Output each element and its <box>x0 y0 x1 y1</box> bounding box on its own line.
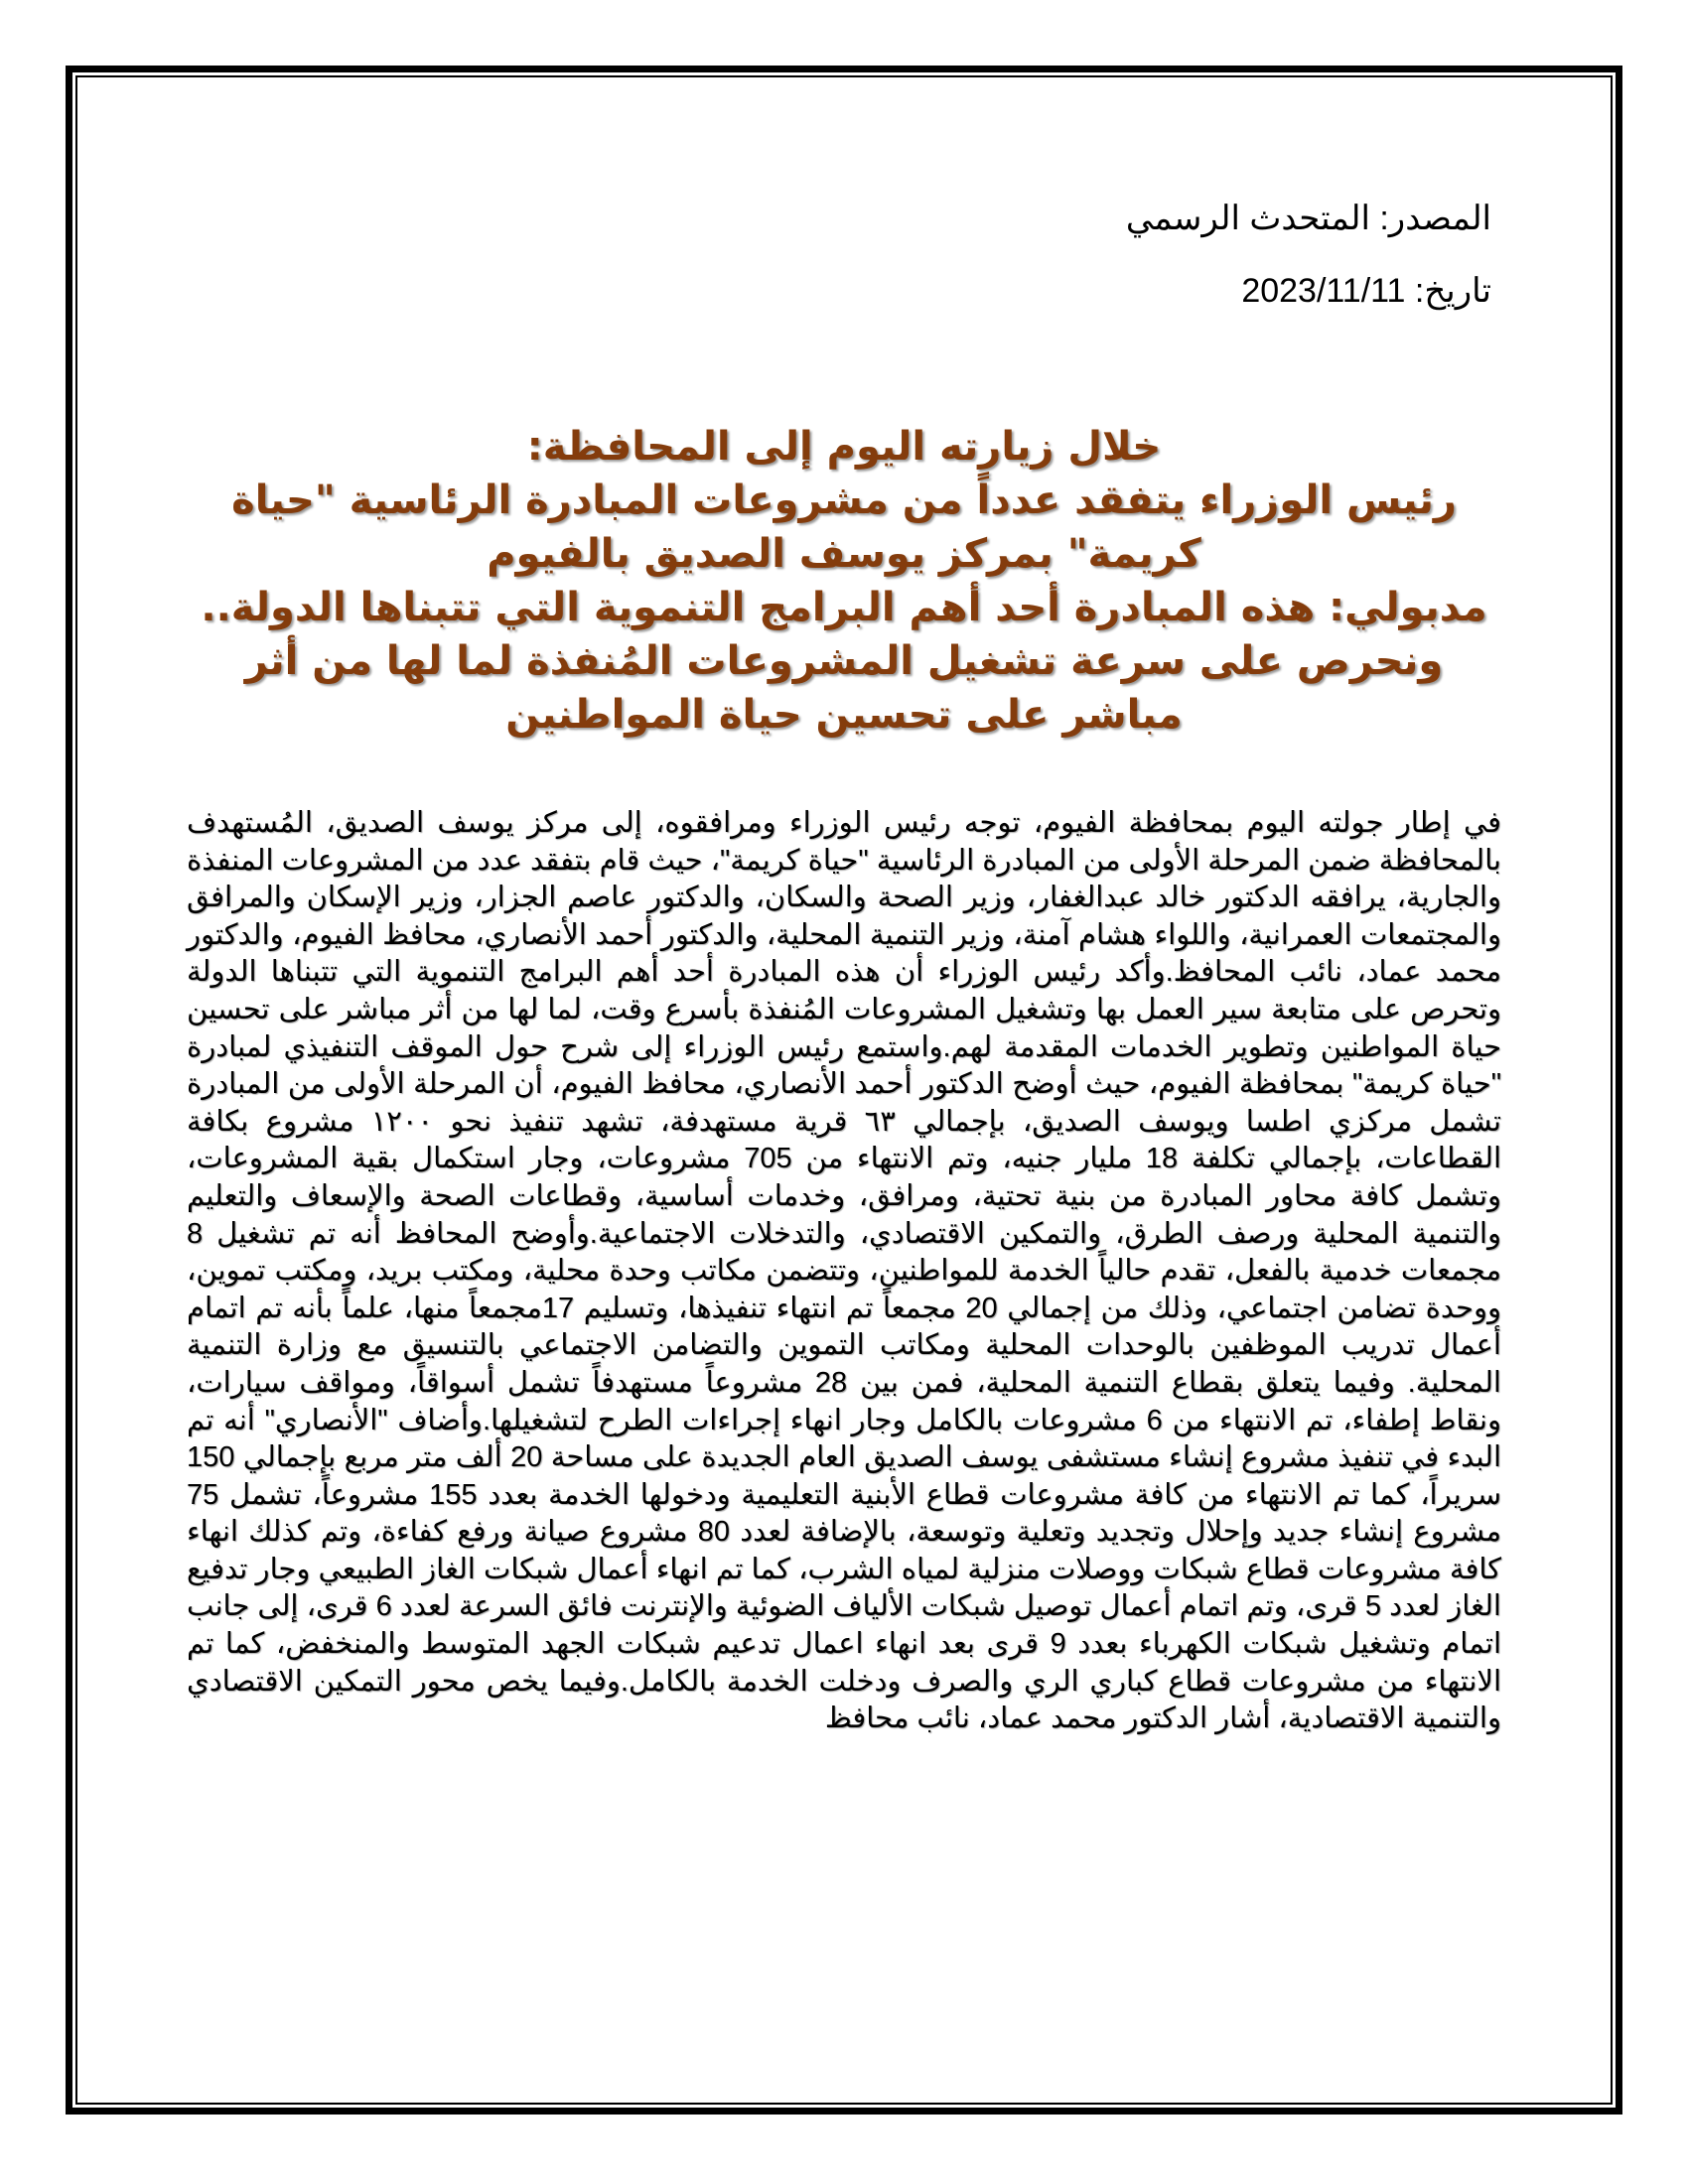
headline-block <box>187 420 1501 742</box>
headline-kicker: خلال زيارته اليوم إلى المحافظة: <box>526 424 1162 470</box>
body-paragraph: في إطار جولته اليوم بمحافظة الفيوم، توجه رئيس الوزراء ومرافقوه، إلى مركز يوسف الصديق، المُستهدف بالمحافظة ضمن المرحلة الأولى من المبادرة الرئاسية "حياة كريمة"، حيث قام بتفقد عدد من المشروعات المنفذة والجارية، يرافقه الدكتور خالد عبدالغفار، وزير الصحة والسكان، والدكتور عاصم الجزار، وزير الإسكان والمرافق والمجتمعات العمرانية، واللواء هشام آمنة، وزير التنمية المحلية، والدكتور أحمد الأنصاري، محافظ الفيوم، والدكتور محمد عماد، نائب المحافظ.وأكد رئيس الوزراء أن هذه المبادرة أحد أهم البرامج التنموية التي تتبناها الدولة وتحرص على متابعة سير العمل بها وتشغيل المشروعات المُنفذة بأسرع وقت، لما لها من أثر مباشر على تحسين حياة المواطنين وتطوير الخدمات المقدمة لهم.واستمع رئيس الوزراء إلى شرح حول الموقف التنفيذي لمبادرة "حياة كريمة" بمحافظة الفيوم، حيث أوضح الدكتور أحمد الأنصاري، محافظ الفيوم، أن المرحلة الأولى من المبادرة تشمل مركزي اطسا ويوسف الصديق، بإجمالي ٦٣ قرية مستهدفة، تشهد تنفيذ نحو ١٢٠٠ مشروع بكافة القطاعات، بإجمالي تكلفة 18 مليار جنيه، وتم الانتهاء من 705 مشروعات، وجار استكمال بقية المشروعات، وتشمل كافة محاور المبادرة من بنية تحتية، ومرافق، وخدمات أساسية، وقطاعات الصحة والإسعاف والتعليم والتنمية المحلية ورصف الطرق، والتمكين الاقتصادي، والتدخلات الاجتماعية.وأوضح المحافظ أنه تم تشغيل 8 مجمعات خدمية بالفعل، تقدم حالياً الخدمة للمواطنين، وتتضمن مكاتب وحدة محلية، ومكتب بريد، ومكتب تموين، ووحدة تضامن اجتماعي، وذلك من إجمالي 20 مجمعاً تم انتهاء تنفيذها، وتسليم 17مجمعاً منها، علماً بأنه تم اتمام أعمال تدريب الموظفين بالوحدات المحلية ومكاتب التموين والتضامن الاجتماعي بالتنسيق مع وزارة التنمية المحلية. وفيما يتعلق بقطاع التنمية المحلية، فمن بين 28 مشروعاً مستهدفاً تشمل أسواقاً، ومواقف سيارات، ونقاط إطفاء، تم الانتهاء من 6 مشروعات بالكامل وجار انهاء إجراءات الطرح لتشغيلها.وأضاف "الأنصاري" أنه تم البدء في تنفيذ مشروع إنشاء مستشفى يوسف الصديق العام الجديدة على مساحة 20 ألف متر مربع بإجمالي 150 سريراً، كما تم الانتهاء من كافة مشروعات قطاع الأبنية التعليمية ودخولها الخدمة بعدد 155 مشروعاً، تشمل 75 مشروع إنشاء جديد وإحلال وتجديد وتعلية وتوسعة، بالإضافة لعدد 80 مشروع صيانة ورفع كفاءة، وتم كذلك انهاء كافة مشروعات قطاع شبكات ووصلات منزلية لمياه الشرب، كما تم انهاء أعمال شبكات الغاز الطبيعي وجار تدفيع الغاز لعدد 5 قرى، وتم اتمام أعمال توصيل شبكات الألياف الضوئية والإنترنت فائق السرعة لعدد 6 قرى، إلى جانب اتمام وتشغيل شبكات الكهرباء بعدد 9 قرى بعد انهاء اعمال تدعيم شبكات الجهد المتوسط والمنخفض، كما تم الانتهاء من مشروعات قطاع كباري الري والصرف ودخلت الخدمة بالكامل.وفيما يخص محور التمكين الاقتصادي والتنمية الاقتصادية، أشار الدكتور محمد عماد، نائب محافظ <box>187 807 1501 1735</box>
source-label: المصدر: المتحدث الرسمي <box>1125 200 1491 237</box>
headline-title: رئيس الوزراء يتفقد عدداً من مشروعات المبادرة الرئاسية "حياة كريمة" بمركز يوسف الصديق بالفيوم <box>231 478 1457 577</box>
headline-quote: مدبولي: هذه المبادرة أحد أهم البرامج التنموية التي تتبناها الدولة.. ونحرص على سرعة تشغيل المشروعات المُنفذة لما لها من أثر مباشر على تحسين حياة المواطنين <box>201 585 1487 738</box>
source-line <box>187 199 1501 238</box>
date-line <box>187 271 1501 311</box>
date-label: تاريخ: <box>1405 272 1491 310</box>
date-value: 2023/11/11 <box>1241 272 1406 310</box>
document-content <box>187 199 1501 1767</box>
